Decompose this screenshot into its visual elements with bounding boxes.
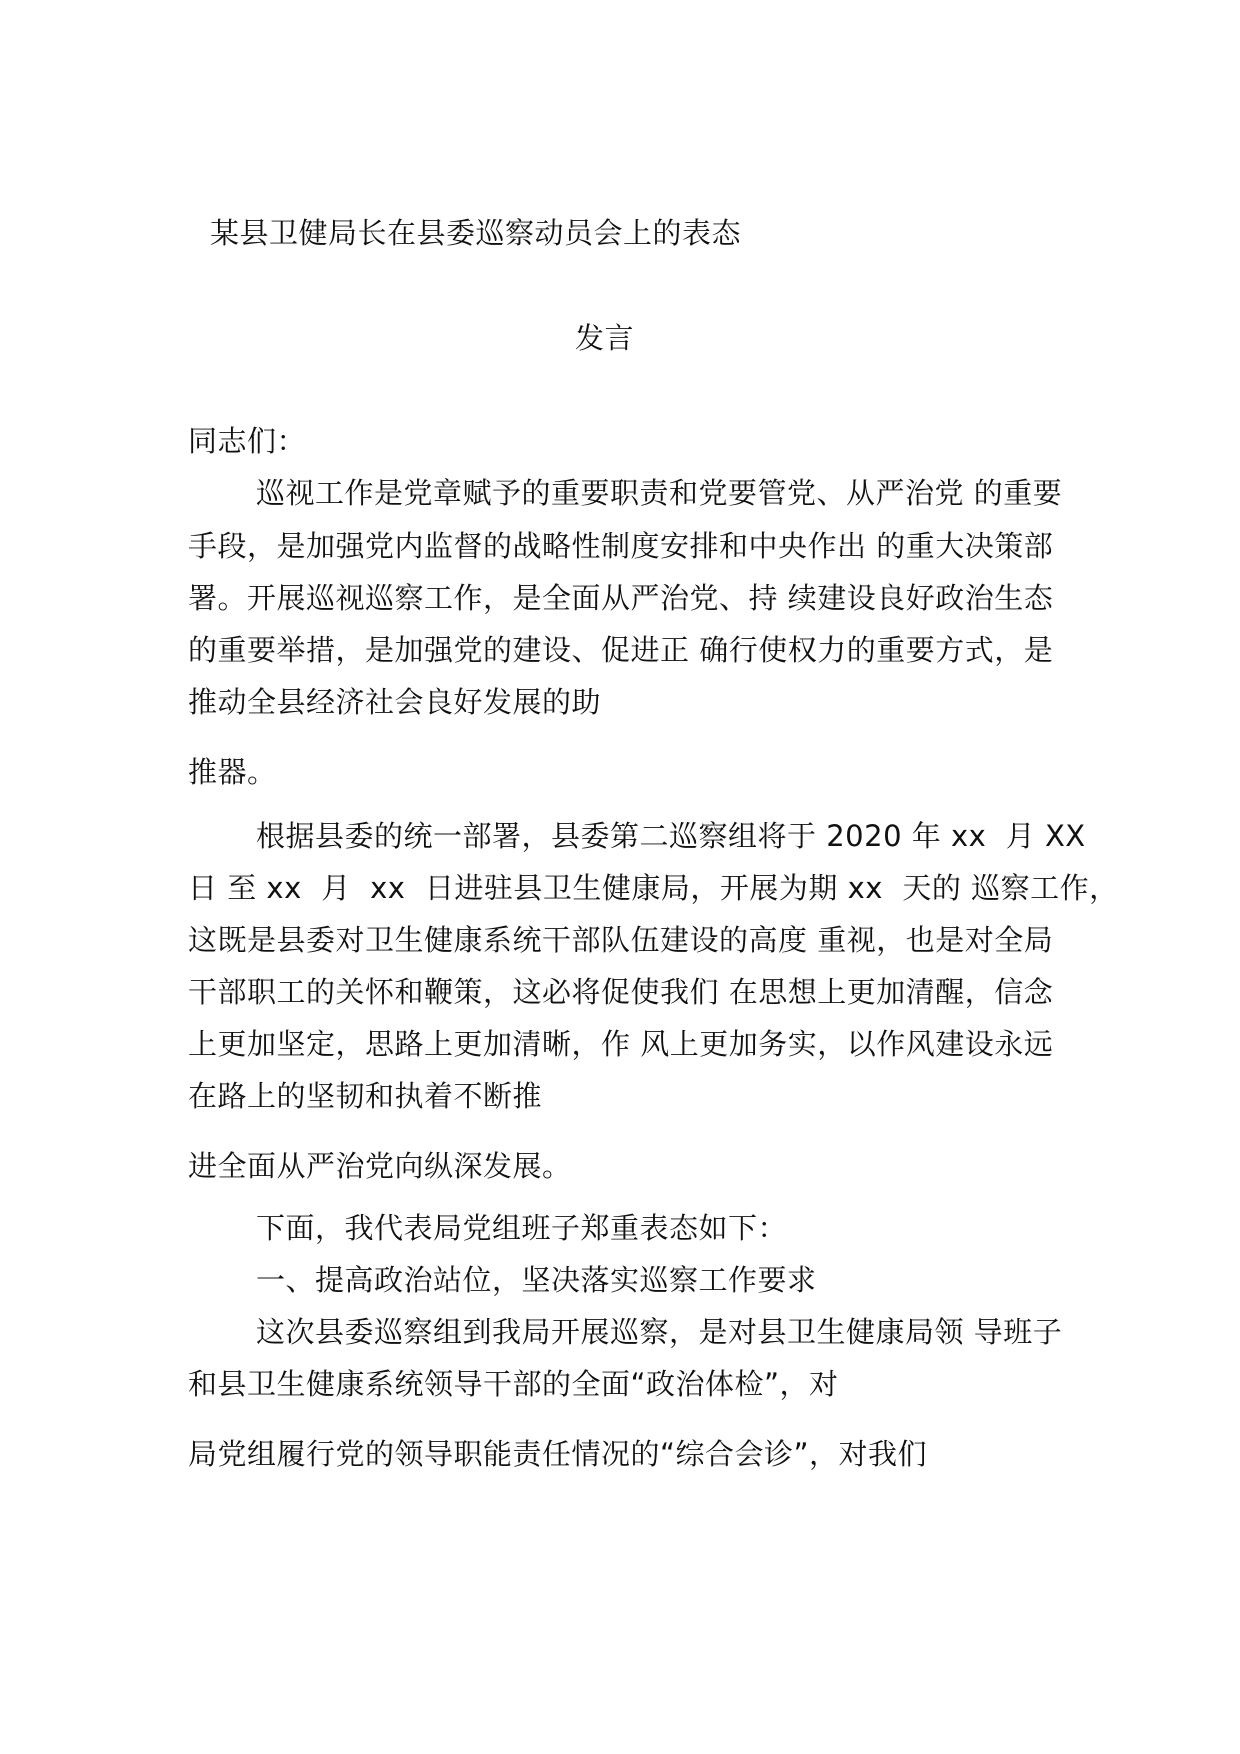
section-heading: 一、提高政治站位，坚决落实巡察工作要求 (256, 1263, 817, 1297)
paragraph-line: 局党组履行党的领导职能责任情况的“综合会诊”，对我们 (188, 1437, 928, 1471)
paragraph-line: 署。开展巡视巡察工作，是全面从严治党、持 续建设良好政治生态 (188, 581, 1054, 615)
paragraph-line: 手段，是加强党内监督的战略性制度安排和中央作出 的重大决策部 (188, 529, 1054, 563)
paragraph-line: 推动全县经济社会良好发展的助 (188, 685, 602, 719)
paragraph-line: 推器。 (188, 755, 277, 789)
paragraph-line: 在路上的坚韧和执着不断推 (188, 1079, 543, 1113)
salutation: 同志们： (188, 424, 307, 458)
paragraph-line: 上更加坚定，思路上更加清晰，作 风上更加务实，以作风建设永远 (188, 1027, 1054, 1061)
paragraph-line: 进全面从严治党向纵深发展。 (188, 1149, 572, 1183)
paragraph-line: 这次县委巡察组到我局开展巡察，是对县卫生健康局领 导班子 (256, 1315, 1063, 1349)
title-line-2: 发言 (575, 321, 635, 355)
paragraph-line: 根据县委的统一部署，县委第二巡察组将于 2020 年 xx 月 XX (256, 819, 1086, 853)
title-line-1: 某县卫健局长在县委巡察动员会上的表态 (210, 216, 742, 250)
paragraph-line: 的重要举措，是加强党的建设、促进正 确行使权力的重要方式，是 (188, 633, 1054, 667)
paragraph-line: 巡视工作是党章赋予的重要职责和党要管党、从严治党 的重要 (256, 476, 1063, 510)
paragraph-line: 干部职工的关怀和鞭策，这必将促使我们 在思想上更加清醒，信念 (188, 975, 1054, 1009)
paragraph-line: 下面，我代表局党组班子郑重表态如下： (256, 1211, 788, 1245)
paragraph-line: 这既是县委对卫生健康系统干部队伍建设的高度 重视，也是对全局 (188, 923, 1054, 957)
paragraph-line: 日 至 xx 月 xx 日进驻县卫生健康局，开展为期 xx 天的 巡察工作， (188, 871, 1119, 905)
paragraph-line: 和县卫生健康系统领导干部的全面“政治体检”，对 (188, 1367, 839, 1401)
